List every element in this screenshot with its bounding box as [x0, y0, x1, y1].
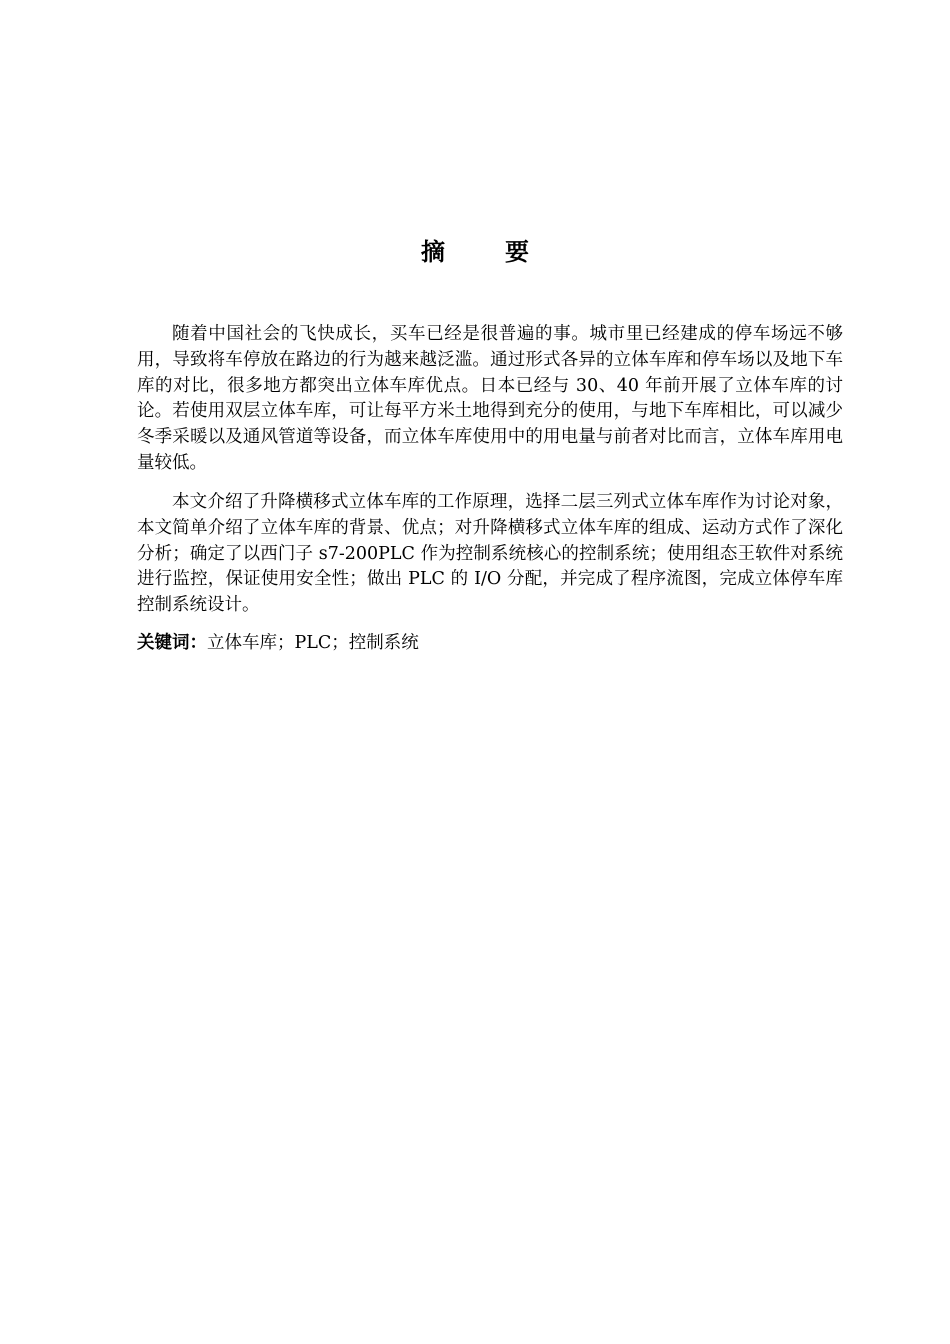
keywords-line [137, 630, 843, 656]
abstract-paragraph-1: 随着中国社会的飞快成长，买车已经是很普遍的事。城市里已经建成的停车场远不够用，导致将车停放在路边的行为越来越泛滥。通过形式各异的立体车库和停车场以及地下车库的对比，很多地方都突出立体车库优点。日本已经与 30、40 年前开展了立体车库的讨论。若使用双层立体车库，可让每平方米土地得到充分的使用，与地下车库相比，可以减少冬季采暖以及通风管道等设备，而立体车库使用中的用电量与前者对比而言，立体车库用电量较低。 [137, 324, 843, 473]
abstract-title: 摘要 [421, 238, 589, 266]
abstract-paragraph-2: 本文介绍了升降横移式立体车库的工作原理，选择二层三列式立体车库作为讨论对象，本文简单介绍了立体车库的背景、优点；对升降横移式立体车库的组成、运动方式作了深化分析；确定了以西门子 s7-200PLC 作为控制系统核心的控制系统；使用组态王软件对系统进行监控，保证使用安全性；做出 PLC 的 I/O 分配，并完成了程序流图，完成立体停车库控制系统设计。 [137, 492, 843, 616]
keywords-value: 立体车库；PLC；控制系统 [207, 633, 419, 653]
keywords-label: 关键词： [137, 633, 207, 653]
